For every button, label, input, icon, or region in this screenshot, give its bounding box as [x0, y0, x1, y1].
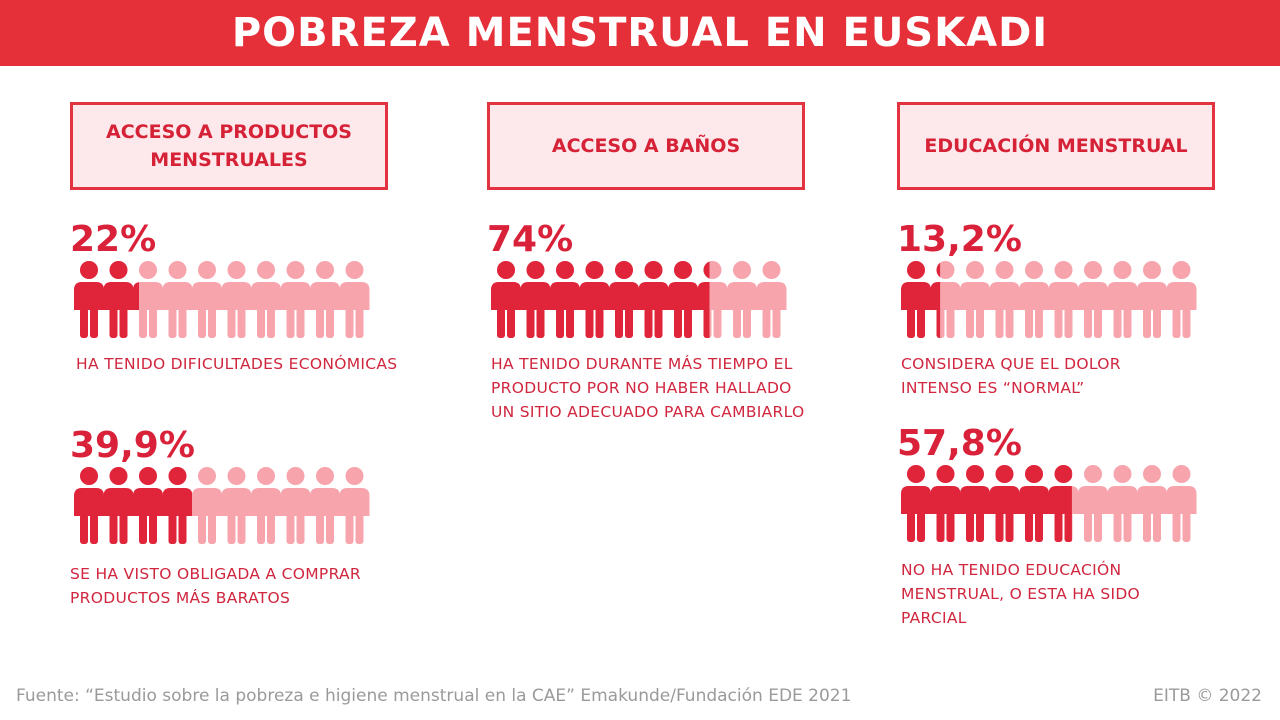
stat-percentage: 57,8% [897, 423, 1022, 464]
column-productos [70, 102, 398, 607]
person-icon [757, 261, 787, 338]
person-icon [133, 261, 163, 338]
person-icon [609, 261, 639, 338]
source-note: Fuente: “Estudio sobre la pobreza e higiene menstrual en la CAE” Emakunde/Fundación EDE 2021 [16, 686, 852, 706]
person-icon [580, 261, 610, 338]
column-educacion [897, 102, 1215, 627]
stat-percentage: 39,9% [70, 425, 195, 466]
person-icon [1019, 465, 1049, 542]
stat-block [487, 220, 817, 424]
person-icon [104, 467, 134, 544]
stat-block [897, 220, 1227, 400]
category-label: ACCESO A PRODUCTOS MENSTRUALES [106, 121, 352, 171]
stat-description: NO HA TENIDO EDUCACIÓN MENSTRUAL, O ESTA HA SIDO PARCIAL [901, 561, 1141, 627]
person-icon [104, 261, 134, 338]
person-icon [550, 261, 580, 338]
person-icon [192, 261, 222, 338]
person-icon [310, 261, 340, 338]
person-icon [281, 467, 311, 544]
copyright-note: EITB © 2022 [1153, 686, 1262, 706]
person-icon [163, 467, 193, 544]
person-icon [192, 467, 222, 544]
page-title: POBREZA MENSTRUAL EN EUSKADI [231, 10, 1049, 56]
stat-block [70, 426, 400, 610]
category-box [897, 102, 1215, 190]
person-icon [931, 261, 961, 338]
person-icon [133, 467, 163, 544]
person-icon [222, 467, 252, 544]
stat-percentage: 22% [70, 219, 157, 260]
person-icon [1049, 261, 1079, 338]
person-icon [1108, 261, 1138, 338]
stat-block [897, 424, 1227, 630]
person-icon [251, 261, 281, 338]
person-icon [222, 261, 252, 338]
person-icon [74, 467, 104, 544]
stat-description: SE HA VISTO OBLIGADA A COMPRAR PRODUCTOS MÁS BARATOS [70, 565, 361, 607]
person-icon [1137, 465, 1167, 542]
stat-description: HA TENIDO DIFICULTADES ECONÓMICAS [76, 355, 398, 373]
stat-percentage: 74% [487, 219, 574, 260]
person-icon [340, 467, 370, 544]
person-icon [990, 261, 1020, 338]
person-icon [251, 467, 281, 544]
person-icon [1137, 261, 1167, 338]
stat-block [70, 220, 400, 376]
stat-description: HA TENIDO DURANTE MÁS TIEMPO EL PRODUCTO POR NO HABER HALLADO UN SITIO ADECUADO PARA CAMBIARLO [491, 355, 805, 421]
person-icon [1167, 261, 1197, 338]
category-label: ACCESO A BAÑOS [551, 135, 741, 157]
person-icon [340, 261, 370, 338]
category-box [70, 102, 388, 190]
person-icon [1167, 465, 1197, 542]
person-icon [1019, 261, 1049, 338]
people-pictograph [897, 464, 1197, 546]
person-icon [1078, 261, 1108, 338]
people-pictograph [70, 466, 370, 548]
person-icon [521, 261, 551, 338]
people-pictograph [70, 260, 370, 342]
category-label: EDUCACIÓN MENSTRUAL [924, 135, 1188, 157]
person-icon [1049, 465, 1079, 542]
person-icon [163, 261, 193, 338]
person-icon [901, 465, 931, 542]
person-icon [698, 261, 728, 338]
person-icon [668, 261, 698, 338]
person-icon [281, 261, 311, 338]
person-icon [639, 261, 669, 338]
column-banos [487, 102, 805, 421]
person-icon [727, 261, 757, 338]
person-icon [74, 261, 104, 338]
stat-percentage: 13,2% [897, 219, 1022, 260]
person-icon [960, 261, 990, 338]
header-bar [0, 0, 1280, 66]
person-icon [1108, 465, 1138, 542]
person-icon [990, 465, 1020, 542]
person-icon [960, 465, 990, 542]
category-box [487, 102, 805, 190]
stat-description: CONSIDERA QUE EL DOLOR INTENSO ES “NORMAL” [901, 355, 1121, 397]
people-pictograph [487, 260, 787, 342]
person-icon [1078, 465, 1108, 542]
people-pictograph [897, 260, 1197, 342]
person-icon [310, 467, 340, 544]
person-icon [931, 465, 961, 542]
person-icon [901, 261, 931, 338]
person-icon [491, 261, 521, 338]
